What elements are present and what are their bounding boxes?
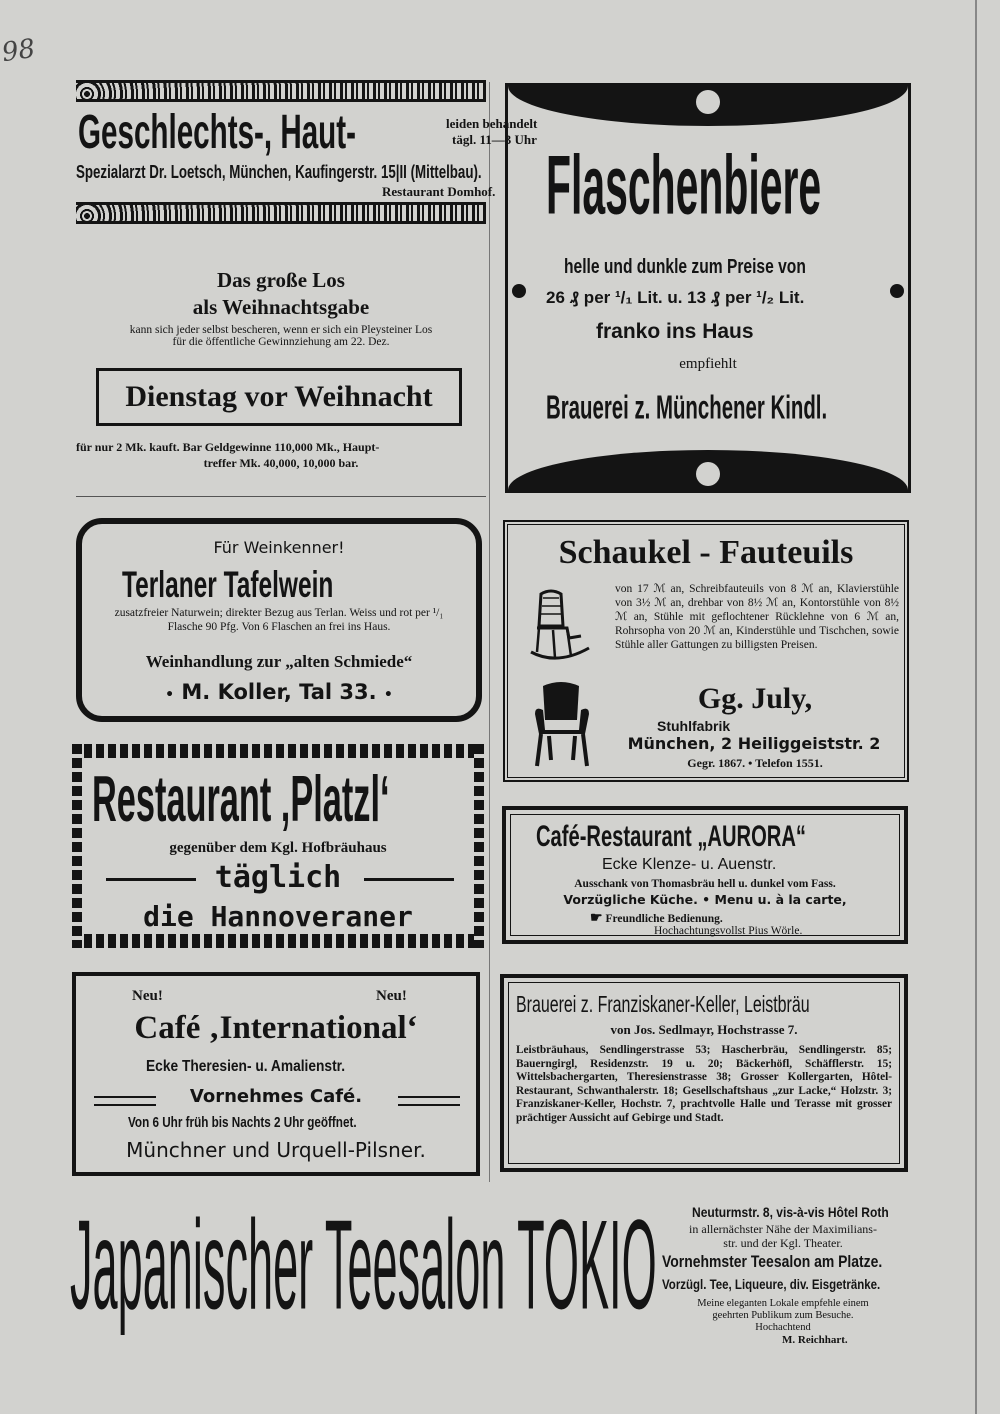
ad3-title: Flaschenbiere bbox=[546, 139, 822, 233]
ad6-line2: täglich bbox=[214, 860, 342, 895]
ad-dr-loetsch bbox=[76, 80, 538, 230]
ad6-chain-bottom bbox=[72, 934, 484, 948]
ad5-bullet: • bbox=[748, 756, 756, 770]
ad5-foot bbox=[605, 756, 905, 771]
ad4-line2-wrap bbox=[82, 680, 476, 704]
ad1-line2: Spezialarzt Dr. Loetsch, München, Kaufingerstr. 15|II (Mittelbau). bbox=[76, 162, 482, 182]
ad2-foot2: treffer Mk. 40,000, 10,000 bar. bbox=[203, 456, 359, 470]
ad2-boxed bbox=[96, 368, 462, 426]
ad6-line1: gegenüber dem Kgl. Hofbräuhaus bbox=[169, 840, 387, 856]
ad3-dot-right bbox=[890, 284, 904, 298]
page-number: 98 bbox=[0, 33, 38, 69]
ad5-gegr: Gegr. 1867. bbox=[687, 756, 746, 770]
ad2-boxed-text: Dienstag vor Weihnacht bbox=[125, 380, 433, 413]
ad7-line5: Hochachtungsvollst Pius Wörle. bbox=[654, 925, 803, 937]
ad8-line3: Von 6 Uhr früh bis Nachts 2 Uhr geöffnet. bbox=[128, 1114, 357, 1131]
ad9-body: Leistbräuhaus, Sendlingerstrasse 53; Hascherbräu, Sendlingerstr. 85; Bauerngirgl, Residenzstr. 19 u. 20; Bäckerhöfl, Schäfflerstr. 15; Wittelsbachergarten, Theresienstrasse 38; Grosser Kollergarten, Hôtel-Restaurant, Schwanthalerstr. 18; Gesellschaftshaus „zur Lacke,“ Holzstr. 3; Franziskaner-Keller, Hochstr. 7, prachtvolle Halle und Terasse mit grosser prächtiger Aussicht auf Gebirge und Stadt. bbox=[516, 1044, 892, 1124]
ad8-line1: Ecke Theresien- u. Amalienstr. bbox=[146, 1058, 346, 1075]
ad2-title2: als Weihnachtsgabe bbox=[192, 295, 370, 319]
ad-flaschenbiere bbox=[505, 83, 911, 493]
page-edge-line bbox=[975, 0, 977, 1414]
ad7-line2: Ausschank von Thomasbräu hell u. dunkel vom Fass. bbox=[574, 878, 836, 890]
ad2-body2: für die öffentliche Gewinnziehung am 22. Dez. bbox=[172, 336, 390, 348]
ad7-line1: Ecke Klenze- u. Auenstr. bbox=[602, 856, 777, 873]
armchair-icon bbox=[527, 680, 597, 770]
ad4-bullet-left: • bbox=[165, 687, 175, 703]
ad7-line4: Freundliche Bedienung. bbox=[605, 913, 723, 925]
ad6-title: Restaurant ‚Platzl‘ bbox=[92, 763, 390, 836]
ad-terlaner bbox=[76, 518, 482, 722]
ad-lottery bbox=[76, 268, 486, 498]
ad10-line2: in allernächster Nähe der Maximilians- bbox=[689, 1222, 877, 1236]
ad10-line8: Hochachtend bbox=[755, 1322, 811, 1333]
ad8-line2: Vornehmes Café. bbox=[189, 1086, 363, 1107]
pointing-hand-icon: ☛ bbox=[590, 911, 603, 926]
ad2-title1: Das große Los bbox=[217, 268, 345, 292]
ornament-border-top bbox=[76, 80, 486, 102]
ad-platzl bbox=[72, 740, 484, 952]
ad1-title: Geschlechts-, Haut- bbox=[78, 106, 356, 159]
ad3-line2: 26 ₰ per ¹/₁ Lit. u. 13 ₰ per ¹/₂ Lit. bbox=[546, 288, 805, 307]
ad6-line3: die Hannoveraner bbox=[143, 900, 413, 933]
ad4-title: Terlaner Tafelwein bbox=[122, 564, 334, 606]
ad10-line7: geehrten Publikum zum Besuche. bbox=[712, 1310, 854, 1321]
ad6-chain-top bbox=[72, 744, 484, 758]
ad-aurora bbox=[502, 806, 908, 944]
ad5-sub: Stuhlfabrik bbox=[657, 718, 731, 734]
ad2-rule bbox=[76, 496, 486, 497]
ad4-top: Für Weinkenner! bbox=[213, 538, 345, 557]
rocking-chair-icon bbox=[523, 586, 593, 666]
ad4-bullet-right: • bbox=[383, 687, 393, 703]
ad7-title: Café-Restaurant „AURORA“ bbox=[536, 820, 806, 853]
ad-schaukel bbox=[503, 520, 909, 782]
ad8-title: Café ‚International‘ bbox=[134, 1010, 418, 1046]
ad5-title: Schaukel - Fauteuils bbox=[558, 534, 854, 571]
ad2-body1: kann sich jeder selbst bescheren, wenn er sich ein Pleysteiner Los bbox=[129, 324, 433, 336]
ad3-line3: franko ins Haus bbox=[596, 320, 754, 343]
ad1-side2: tägl. 11—3 Uhr bbox=[452, 132, 537, 147]
ad10-line1: Neuturmstr. 8, vis-à-vis Hôtel Roth bbox=[692, 1204, 889, 1220]
ad10-line5: Vorzügl. Tee, Liqueure, div. Eisgetränke. bbox=[662, 1276, 881, 1292]
ad3-ornament-bottom-dot bbox=[696, 462, 720, 486]
ad-franziskaner bbox=[500, 974, 908, 1172]
ad10-title: Japanischer Teesalon TOKIO bbox=[70, 1195, 657, 1337]
ad-international bbox=[72, 972, 480, 1176]
ad-tokio bbox=[70, 1188, 910, 1348]
ad4-line1: Weinhandlung zur „alten Schmiede“ bbox=[145, 652, 413, 671]
ad8-neu-right: Neu! bbox=[376, 988, 407, 1004]
ad5-name: Gg. July, bbox=[697, 682, 813, 715]
ad10-line4: Vornehmster Teesalon am Platze. bbox=[662, 1252, 883, 1271]
ad10-line3: str. und der Kgl. Theater. bbox=[723, 1236, 843, 1250]
ad1-side1: leiden behandelt bbox=[446, 116, 538, 131]
ad3-line1: helle und dunkle zum Preise von bbox=[564, 256, 806, 278]
ad10-line9: M. Reichhart. bbox=[782, 1334, 848, 1346]
ad2-foot1: für nur 2 Mk. kauft. Bar Geldgewinne 110,000 Mk., Haupt- bbox=[76, 440, 380, 454]
ad1-line3: Restaurant Domhof. bbox=[382, 184, 496, 199]
ad5-tel: Telefon 1551. bbox=[755, 756, 823, 770]
column-divider bbox=[489, 82, 490, 1182]
ornament-border-bottom bbox=[76, 202, 486, 224]
ad4-line2: M. Koller, Tal 33. bbox=[181, 680, 377, 704]
ad3-line5: Brauerei z. Münchener Kindl. bbox=[546, 390, 828, 427]
ad3-dot-left bbox=[512, 284, 526, 298]
ad7-line3: Vorzügliche Küche. • Menu u. à la carte, bbox=[563, 892, 847, 907]
ad9-sub: von Jos. Sedlmayr, Hochstrasse 7. bbox=[610, 1022, 798, 1037]
ad3-ornament-top-dot bbox=[696, 90, 720, 114]
ad8-neu-left: Neu! bbox=[132, 988, 163, 1004]
ad8-line4: Münchner und Urquell-Pilsner. bbox=[126, 1138, 426, 1162]
ad5-addr: München, 2 Heiliggeiststr. 2 bbox=[627, 734, 881, 753]
ad9-title: Brauerei z. Franziskaner-Keller, Leistbräu bbox=[516, 992, 810, 1018]
ad10-line6: Meine eleganten Lokale empfehle einem bbox=[697, 1298, 869, 1309]
ad4-body: zusatzfreier Naturwein; direkter Bezug aus Terlan. Weiss und rot per ¹/₁ Flasche 90 Pfg. Von 6 Flaschen an frei ins Haus. bbox=[114, 607, 444, 633]
ad3-line4: empfiehlt bbox=[679, 356, 737, 372]
ad5-body: von 17 ℳ an, Schreibfauteuils von 8 ℳ an, Klavierstühle von 3½ ℳ an, drehbar von 8½ ℳ an, Kontorstühle von 8½ ℳ an, Stühle mit geflochtener Rücklehne von 6 ℳ an, Rohrsopha von 20 ℳ an, Kinderstühle und Tischchen, sowie Stühle aller Gattungen zu billigsten Preisen. bbox=[615, 583, 899, 651]
